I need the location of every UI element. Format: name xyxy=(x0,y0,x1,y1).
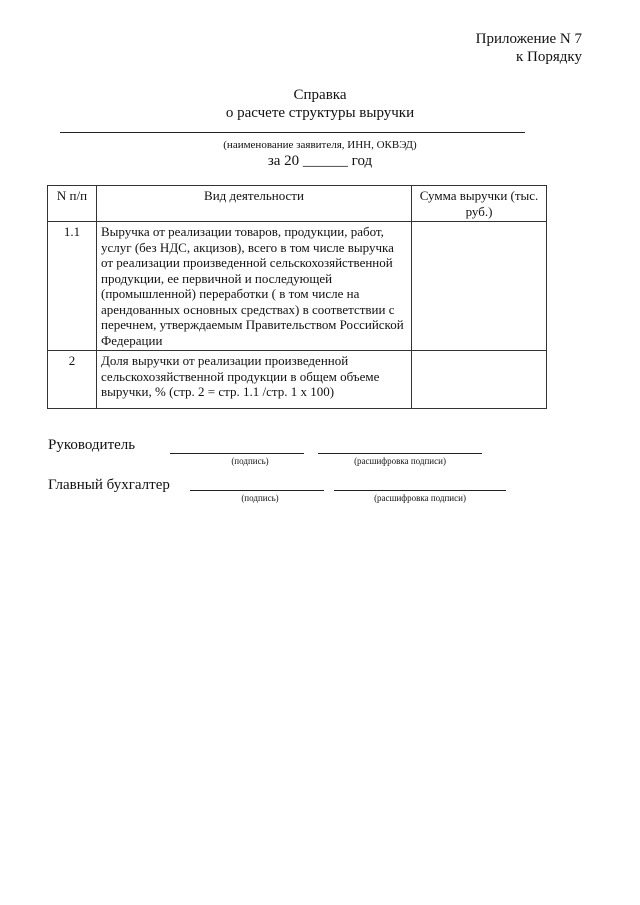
head-label: Руководитель xyxy=(48,437,136,453)
header-activity: Вид деятельности xyxy=(97,186,412,222)
row-amount xyxy=(412,222,547,351)
appendix-header xyxy=(476,30,582,66)
table-row xyxy=(48,351,547,409)
header-number: N п/п xyxy=(48,186,97,222)
title-subtitle: о расчете структуры выручки xyxy=(225,105,415,121)
accountant-decode-line xyxy=(334,490,506,491)
head-decode-line xyxy=(318,453,482,454)
accountant-sign-line xyxy=(190,490,324,491)
appendix-reference: к Порядку xyxy=(516,49,582,65)
head-decode-caption: (расшифровка подписи) xyxy=(354,456,446,466)
row-activity: Выручка от реализации товаров, продукции, работ, услуг (без НДС, акцизов), всего в том числе выручка от реализации произведенной сельскохозяйственной продукции, ее первичной и последующей (промышленной) переработки ( в том числе на арендованных основных средствах) в соответствии с перечнем, утверждаемым Правительством Российской Федерации xyxy=(97,222,412,351)
year-suffix: год xyxy=(351,153,373,169)
year-prefix: за 20 xyxy=(267,153,300,169)
applicant-caption: (наименование заявителя, ИНН, ОКВЭД) xyxy=(223,139,417,151)
revenue-table xyxy=(47,185,547,409)
title-main: Справка xyxy=(293,87,347,103)
head-sign-line xyxy=(170,453,304,454)
accountant-sign-caption: (подпись) xyxy=(241,493,279,503)
table-row xyxy=(48,222,547,351)
year-blank: ______ xyxy=(302,153,348,169)
applicant-line xyxy=(60,132,525,133)
row-number: 2 xyxy=(48,351,97,409)
document-title xyxy=(0,86,640,122)
header-amount: Сумма выручки (тыс. руб.) xyxy=(412,186,547,222)
head-sign-caption: (подпись) xyxy=(231,456,269,466)
accountant-label: Главный бухгалтер xyxy=(48,477,170,493)
appendix-number: Приложение N 7 xyxy=(475,31,582,47)
table-header-row xyxy=(48,186,547,222)
row-activity: Доля выручки от реализации произведенной сельскохозяйственной продукции в общем объеме выручки, % (стр. 2 = стр. 1.1 /стр. 1 x 100) xyxy=(97,351,412,409)
report-year xyxy=(0,153,640,170)
accountant-decode-caption: (расшифровка подписи) xyxy=(374,493,466,503)
row-number: 1.1 xyxy=(48,222,97,351)
row-amount xyxy=(412,351,547,409)
